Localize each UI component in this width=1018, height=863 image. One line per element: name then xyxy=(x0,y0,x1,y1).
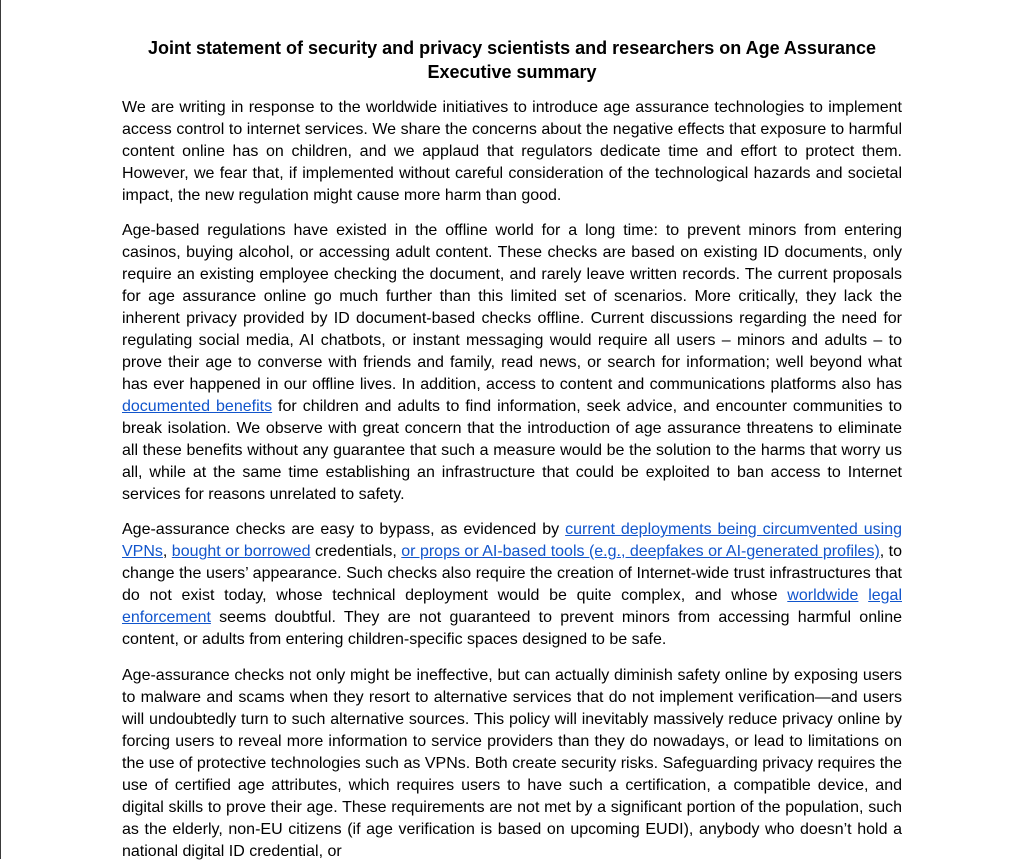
paragraph-text: , xyxy=(162,543,172,560)
paragraph-text: for children and adults to find information, seek advice, and encounter communities to break isolation. We observe with great concern that the introduction of age assurance threatens to eliminate all these benefits without any guarantee that such a measure would be the solution to the harms that worry us all, while at the same time establishing an infrastructure that could be exploited to ban access to Internet services for reasons unrelated to safety. xyxy=(122,398,902,503)
paragraph-diminish-safety xyxy=(122,665,902,863)
link-props-or-ai-tools[interactable]: or props or AI-based tools (e.g., deepfakes or AI-generated profiles) xyxy=(401,543,880,560)
document-title xyxy=(122,36,902,84)
link-enforcement[interactable]: enforcement xyxy=(122,609,211,626)
link-legal[interactable]: legal xyxy=(868,587,902,604)
paragraph-text: We are writing in response to the worldwide initiatives to introduce age assurance technologies to implement access control to internet services. We share the concerns about the negative effects that exposure to harmful content online has on children, and we applaud that regulators dedicate time and effort to protect them. However, we fear that, if implemented without careful consideration of the technological hazards and societal impact, the new regulation might cause more harm than good. xyxy=(122,99,902,204)
paragraph-age-based-regulations xyxy=(122,220,902,506)
paragraph-text: seems doubtful. They are not guaranteed to prevent minors from accessing harmful online content, or adults from entering children-specific spaces designed to be safe. xyxy=(122,609,902,648)
title-line-1: Joint statement of security and privacy scientists and researchers on Age Assurance xyxy=(148,38,876,58)
paragraph-text xyxy=(858,587,868,604)
paragraph-text: , to change the users’ appearance. Such checks also require the creation of Internet-wide trust infrastructures that do not exist today, whose technical deployment would be quite complex, and whose xyxy=(122,543,903,604)
paragraph-text: Age-assurance checks not only might be ineffective, but can actually diminish safety online by exposing users to malware and scams when they resort to alternative services that do not implement verification—and users will undoubtedly turn to such alternative sources. This policy will inevitably massively reduce privacy online by forcing users to reveal more information to service providers than they do nowadays, or lead to limitations on the use of protective technologies such as VPNs. Both create security risks. Safeguarding privacy requires the use of certified age attributes, which requires users to have such a certification, a compatible device, and digital skills to prove their age. These requirements are not met by a significant portion of the population, such as the elderly, non-EU citizens (if age verification is based on upcoming EUDI), anybody who doesn’t hold a national digital ID credential, or xyxy=(122,667,902,860)
document-content xyxy=(122,36,902,863)
paragraph-intro xyxy=(122,97,902,207)
paragraph-easy-to-bypass xyxy=(122,519,902,651)
link-circumvented-using-vpns[interactable]: current deployments being circumvented using VPNs xyxy=(122,521,902,560)
link-documented-benefits[interactable]: documented benefits xyxy=(122,398,273,415)
paragraph-text: Age-assurance checks are easy to bypass, as evidenced by xyxy=(122,521,566,538)
title-line-2-executive-summary: Executive summary xyxy=(427,62,597,82)
paragraph-text: Age-based regulations have existed in the offline world for a long time: to prevent minors from entering casinos, buying alcohol, or accessing adult content. These checks are based on existing ID documents, only require an existing employee checking the document, and rarely leave written records. The current proposals for age assurance online go much further than this limited set of scenarios. More critically, they lack the inherent privacy provided by ID document-based checks offline. Current discussions regarding the need for regulating social media, AI chatbots, or instant messaging would require all users – minors and adults – to prove their age to converse with friends and family, read news, or search for information; well beyond what has ever happened in our offline lives. In addition, access to content and communications platforms also has xyxy=(122,222,902,393)
link-bought-or-borrowed[interactable]: bought or borrowed xyxy=(171,543,311,560)
paragraph-text: credentials, xyxy=(310,543,402,560)
link-worldwide[interactable]: worldwide xyxy=(787,587,859,604)
